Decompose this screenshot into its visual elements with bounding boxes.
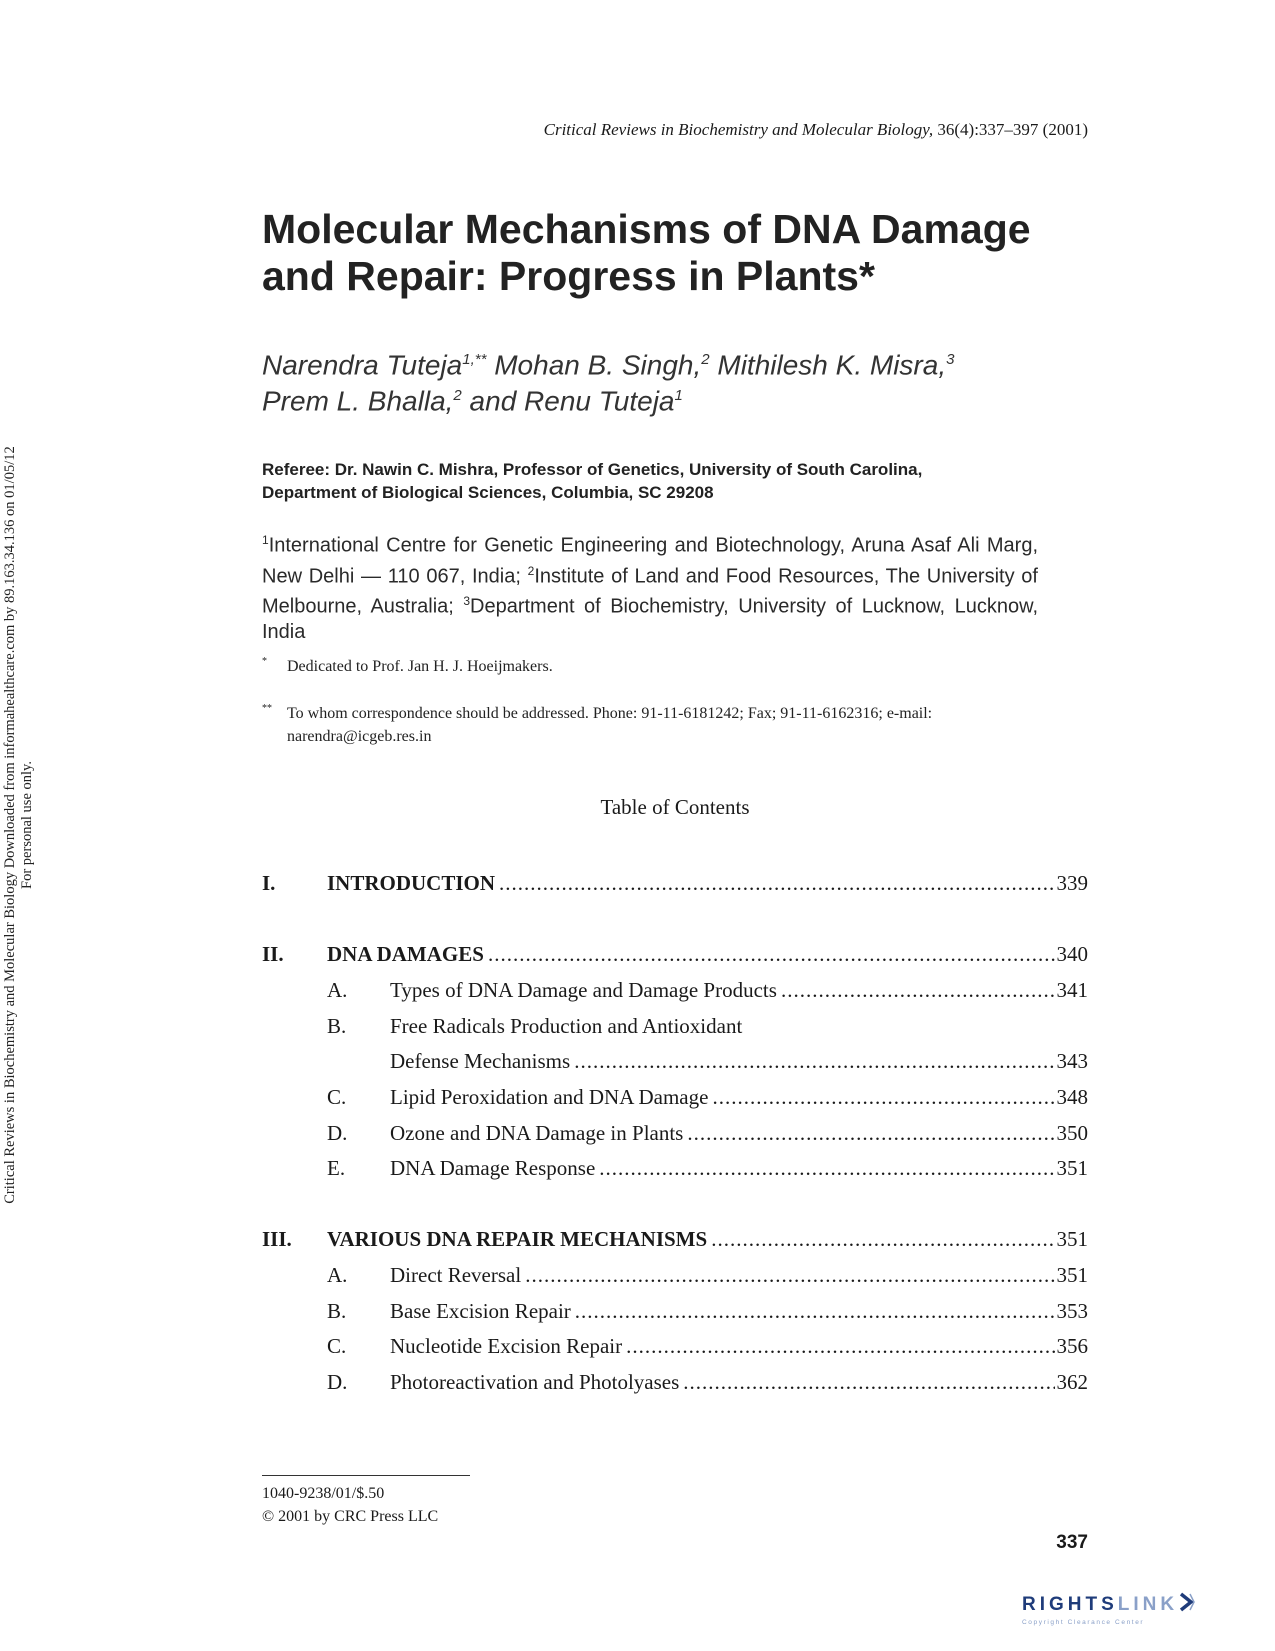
toc-section-number: III. [262, 1227, 292, 1251]
journal-volume: 36(4):337–397 (2001) [933, 120, 1088, 139]
toc-page: 348 [1056, 1085, 1088, 1109]
toc-page: 343 [1056, 1049, 1088, 1073]
toc-subsection-letter: C. [327, 1334, 347, 1358]
toc-label: Types of DNA Damage and Damage Products [390, 978, 777, 1002]
toc-row[interactable] [262, 1118, 1088, 1148]
toc-page: 362 [1056, 1370, 1088, 1394]
toc-section-number: II. [262, 942, 284, 966]
author-5-affiliation: 1 [674, 387, 683, 405]
footnote-text: To whom correspondence should be addressed. Phone: 91-11-6181242; Fax; 91-11-6162316; e-mail: [287, 705, 933, 722]
toc-label: Ozone and DNA Damage in Plants [390, 1121, 684, 1145]
author-5: and Renu Tuteja [461, 385, 675, 417]
side-download-note [0, 0, 60, 1651]
toc-leader [488, 939, 1055, 969]
journal-name: Critical Reviews in Biochemistry and Molecular Biology, [543, 120, 934, 139]
toc-subsection-letter: A. [327, 1263, 348, 1287]
toc-page: 351 [1056, 1227, 1088, 1251]
affiliation-1-mark: 1 [262, 533, 269, 547]
toc-row[interactable] [262, 1296, 1088, 1326]
affiliation-2-mark: 2 [527, 563, 535, 578]
toc-leader [781, 975, 1055, 1005]
page-number: 337 [1056, 1532, 1088, 1553]
author-3: Mithilesh K. Misra, [709, 349, 947, 381]
running-head [0, 120, 1088, 140]
toc-label: Base Excision Repair [390, 1299, 571, 1323]
toc-leader [499, 868, 1054, 898]
toc-page: 351 [1056, 1263, 1088, 1287]
toc-label: DNA Damage Response [390, 1156, 596, 1180]
affiliation-3-mark: 3 [463, 594, 471, 609]
author-3-affiliation: 3 [946, 351, 955, 368]
footer-rule [262, 1475, 470, 1476]
toc-row[interactable] [262, 868, 1088, 898]
affiliation-3: Department of Biochemistry, University of Lucknow, Lucknow, India [262, 595, 1038, 643]
rightslink-logo[interactable] [1022, 1592, 1262, 1636]
toc-row[interactable] [262, 1224, 1088, 1254]
author-1: Narendra Tuteja [262, 349, 463, 381]
referee-line-2: Department of Biological Sciences, Columbia, SC 29208 [262, 483, 714, 502]
toc-subsection-letter: D. [327, 1121, 348, 1145]
author-4-affiliation: 2 [453, 387, 462, 405]
toc-label: Defense Mechanisms [390, 1049, 571, 1073]
affiliation-1: International Centre for Genetic Engineering and Biotechnology, Aruna Asaf Ali Marg, New Delhi — 110 067, India; [262, 534, 1038, 588]
toc-page: 341 [1056, 978, 1088, 1002]
issn-code: 1040-9238/01/$.50 [262, 1485, 385, 1502]
article-title [262, 206, 1082, 300]
footnote-mark: ** [262, 703, 272, 714]
toc-page: 350 [1056, 1121, 1088, 1145]
footnote-email: narendra@icgeb.res.in [287, 728, 432, 745]
toc-leader [574, 1046, 1054, 1076]
referee-block [262, 458, 1082, 504]
toc-label: Photoreactivation and Photolyases [390, 1370, 680, 1394]
toc-heading: Table of Contents [600, 795, 750, 819]
footnote-text: Dedicated to Prof. Jan H. J. Hoeijmakers. [287, 658, 553, 675]
toc-subsection-letter: B. [327, 1014, 347, 1038]
chevron-icon [1179, 1592, 1195, 1618]
toc-row[interactable] [262, 1082, 1088, 1112]
toc-leader [525, 1260, 1054, 1290]
toc-page: 356 [1056, 1334, 1088, 1358]
footnote-dedication [262, 655, 1052, 678]
toc-leader [683, 1367, 1054, 1397]
toc-leader [687, 1118, 1054, 1148]
toc-label: VARIOUS DNA REPAIR MECHANISMS [327, 1227, 708, 1251]
toc-subsection-letter: E. [327, 1156, 346, 1180]
toc-page: 339 [1056, 871, 1088, 895]
toc-subsection-letter: B. [327, 1299, 347, 1323]
toc-row[interactable] [262, 1367, 1088, 1397]
side-note-line-2: For personal use only. [19, 761, 35, 889]
toc-page: 340 [1056, 942, 1088, 966]
title-line-1: Molecular Mechanisms of DNA Damage [262, 206, 1031, 252]
toc-leader [626, 1331, 1054, 1361]
toc-leader [575, 1296, 1055, 1326]
toc-subsection-letter: D. [327, 1370, 348, 1394]
title-line-2: and Repair: Progress in Plants* [262, 253, 875, 299]
toc-subsection-letter: A. [327, 978, 348, 1002]
author-1-affiliation: 1,** [462, 351, 487, 368]
toc-section-number: I. [262, 871, 276, 895]
toc-page: 353 [1056, 1299, 1088, 1323]
author-2: Mohan B. Singh, [486, 349, 702, 381]
affiliations [262, 528, 1038, 645]
toc-subsection-letter: C. [327, 1085, 347, 1109]
toc-page: 351 [1056, 1156, 1088, 1180]
toc-leader [599, 1153, 1054, 1183]
rightslink-tagline: Copyright Clearance Center [1022, 1619, 1145, 1626]
toc-row[interactable] [262, 975, 1088, 1005]
toc-row[interactable] [262, 1153, 1088, 1183]
author-4: Prem L. Bhalla, [262, 385, 454, 417]
toc-label: Lipid Peroxidation and DNA Damage [390, 1085, 709, 1109]
rightslink-wordmark [1022, 1592, 1262, 1618]
footnote-mark: * [262, 656, 267, 667]
toc-label: DNA DAMAGES [327, 942, 484, 966]
toc-label: INTRODUCTION [327, 871, 496, 895]
referee-line-1: Referee: Dr. Nawin C. Mishra, Professor of Genetics, University of South Carolina, [262, 460, 923, 479]
side-note-line-1: Critical Reviews in Biochemistry and Molecular Biology Downloaded from informahealthcare.com by 89.163.34.136 on 01/05/12 [2, 446, 18, 1204]
toc-row[interactable] [262, 1011, 1088, 1041]
toc-label: Nucleotide Excision Repair [390, 1334, 623, 1358]
footnote-correspondence [262, 702, 1052, 748]
toc-row[interactable] [262, 1260, 1088, 1290]
rightslink-word-light: LINK [1117, 1594, 1179, 1616]
toc-leader [711, 1224, 1054, 1254]
toc-row[interactable] [262, 1046, 1088, 1076]
author-list [262, 344, 1062, 417]
toc-label: Free Radicals Production and Antioxidant [390, 1014, 743, 1038]
toc-row[interactable] [262, 1331, 1088, 1361]
copyright-notice: © 2001 by CRC Press LLC [262, 1508, 439, 1525]
toc-leader [712, 1082, 1054, 1112]
toc-label: Direct Reversal [390, 1263, 522, 1287]
author-2-affiliation: 2 [701, 351, 710, 368]
toc-row[interactable] [262, 939, 1088, 969]
affiliation-2: Institute of Land and Food Resources, The University of Melbourne, Australia; [262, 565, 1038, 618]
rightslink-word-dark: RIGHTS [1022, 1594, 1118, 1616]
